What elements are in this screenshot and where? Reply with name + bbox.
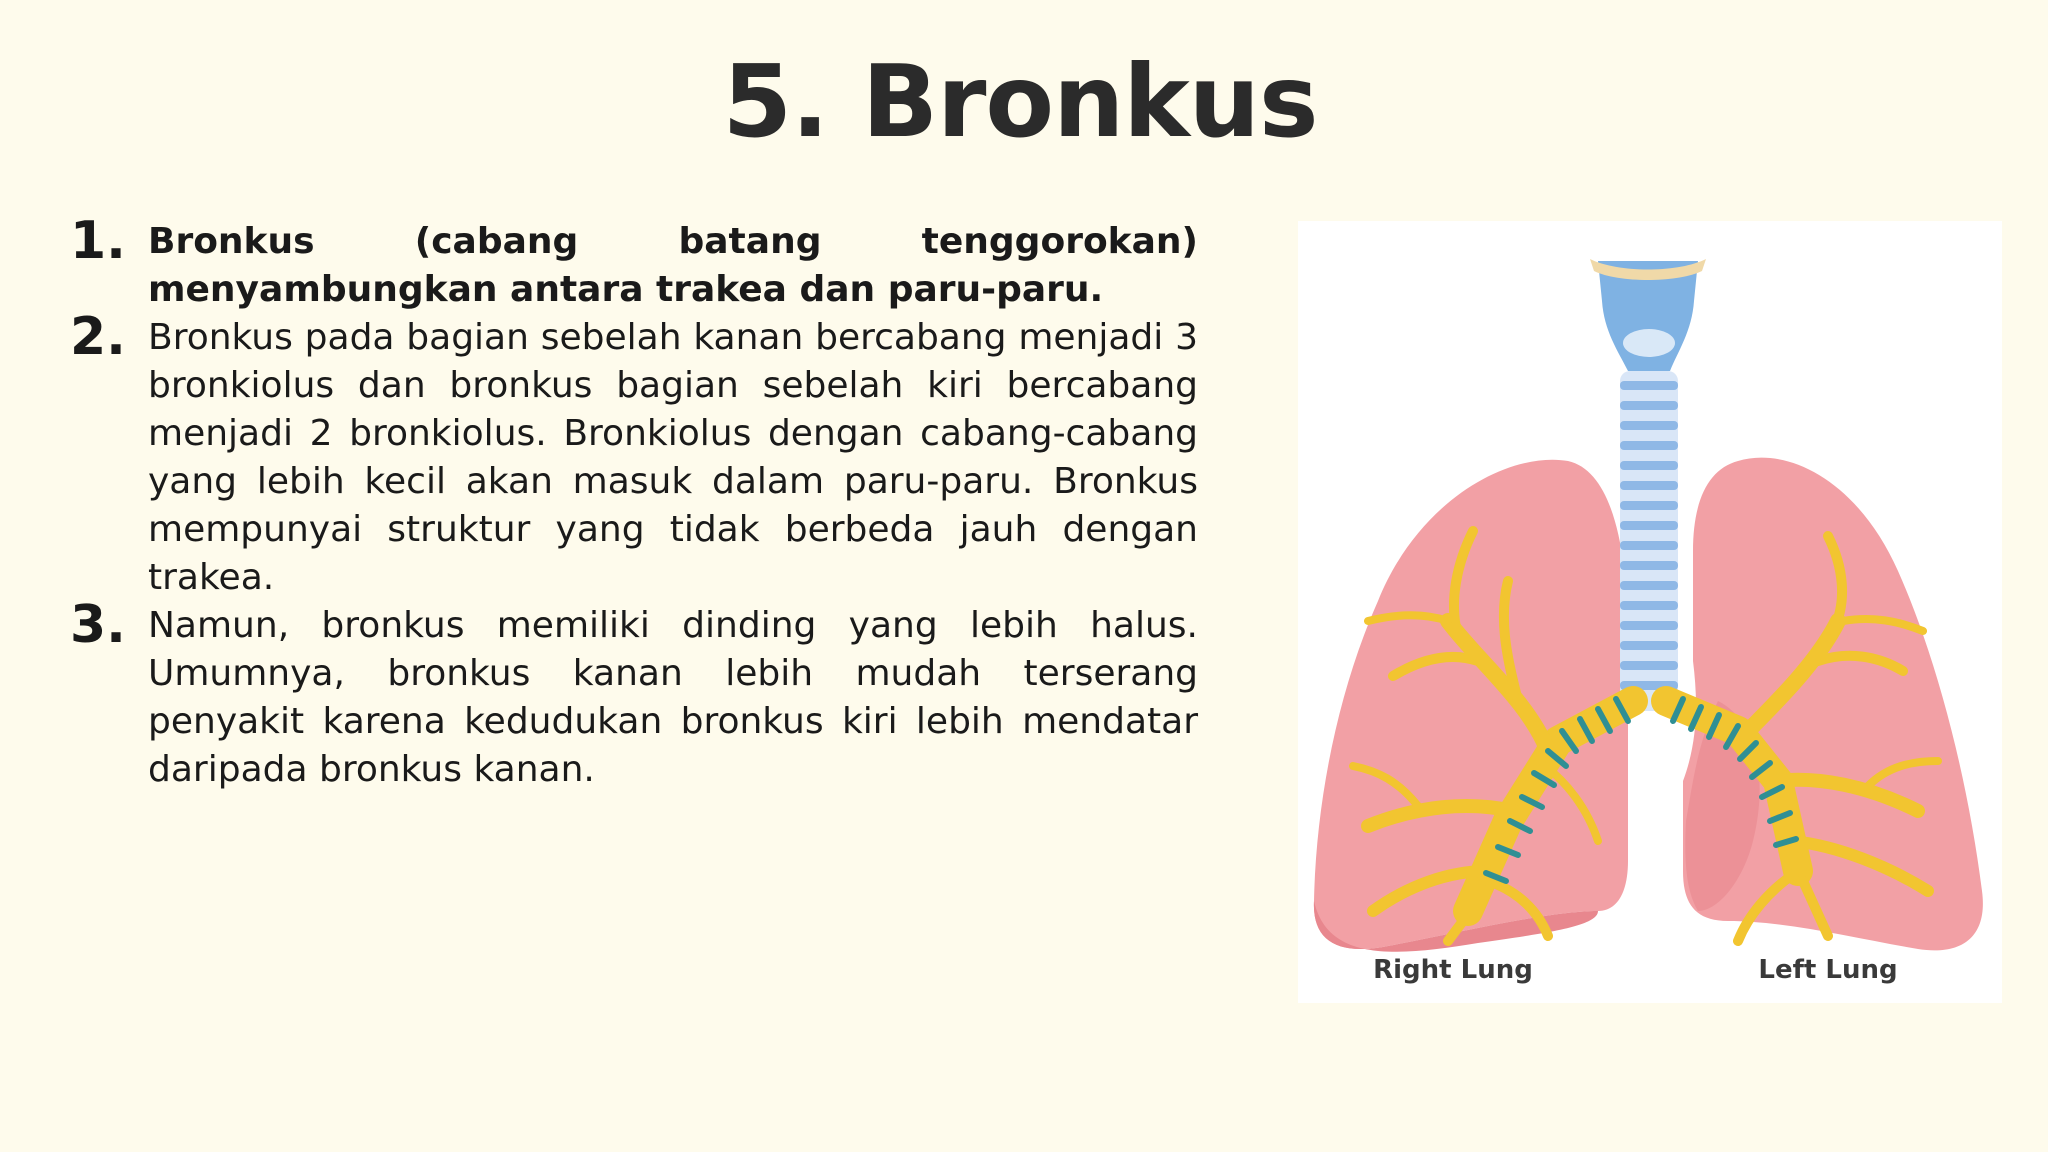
list-number-2: 2.: [70, 307, 126, 367]
list-number-3: 3.: [70, 595, 126, 655]
list-item-1: [70, 211, 1198, 314]
list-text-1: Bronkus (cabang batang tenggorokan) menyambungkan antara trakea dan paru-paru.: [148, 221, 1198, 310]
list-text-2: Bronkus pada bagian sebelah kanan bercabang menjadi 3 bronkiolus dan bronkus bagian sebelah kiri bercabang menjadi 2 bronkiolus. Bronkiolus dengan cabang-cabang yang lebih kecil akan masuk dalam paru-paru. Bronkus mempunyai struktur yang tidak berbeda jauh dengan trakea.: [148, 317, 1198, 598]
list-item-2: [70, 307, 1198, 602]
slide-title: 5. Bronkus: [722, 43, 1318, 160]
list-number-1: 1.: [70, 211, 126, 271]
content-list: [70, 211, 1198, 794]
lungs-illustration: [1298, 221, 2002, 1003]
lungs-illustration-icon: [1298, 221, 2002, 1003]
list-item-3: [70, 595, 1198, 794]
list-text-3: Namun, bronkus memiliki dinding yang lebih halus. Umumnya, bronkus kanan lebih mudah terserang penyakit karena kedudukan bronkus kiri lebih mendatar daripada bronkus kanan.: [148, 605, 1198, 790]
left-lung-label: Left Lung: [1758, 955, 1898, 985]
right-lung-label: Right Lung: [1373, 955, 1533, 985]
